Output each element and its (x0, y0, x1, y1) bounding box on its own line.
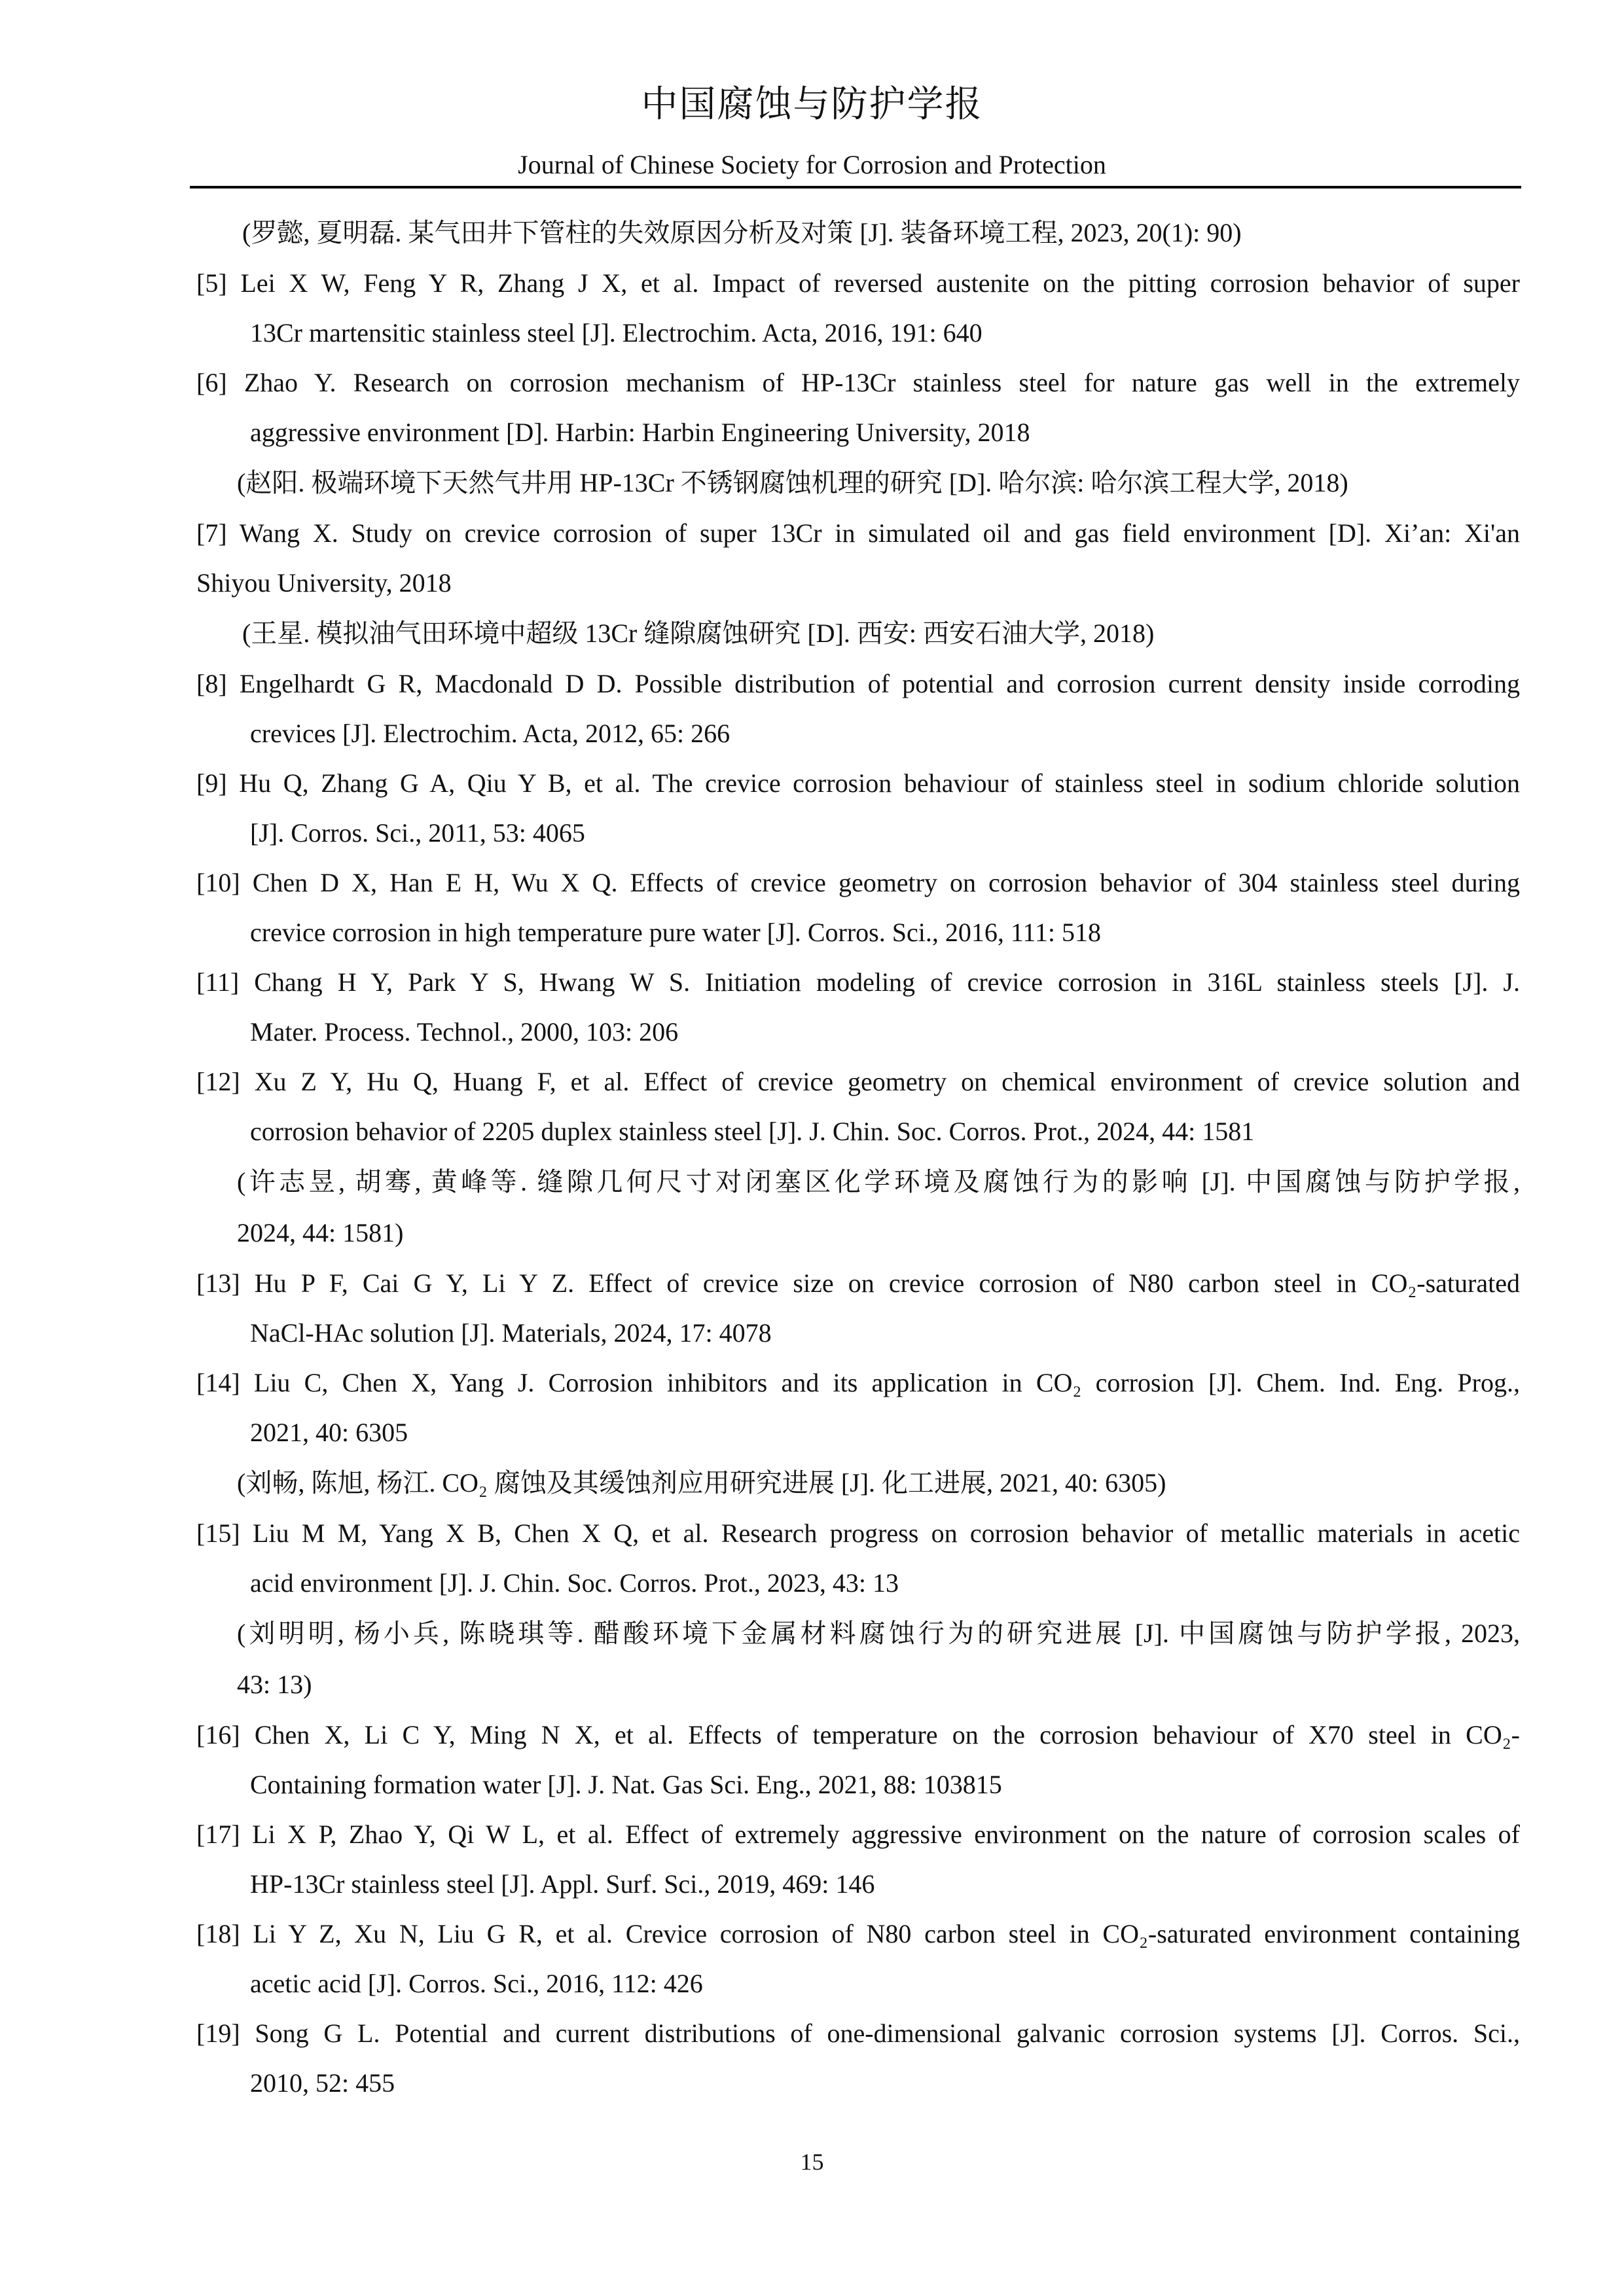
reference-line: 2021, 40: 6305 (250, 1418, 408, 1447)
reference-line: [6] Zhao Y. Research on corrosion mechanism of HP-13Cr stainless steel for nature gas well in the extremely (196, 368, 1520, 397)
reference-line: [9] Hu Q, Zhang G A, Qiu Y B, et al. The crevice corrosion behaviour of stainless steel in sodium chloride solution (196, 768, 1520, 798)
reference-line: crevice corrosion in high temperature pure water [J]. Corros. Sci., 2016, 111: 518 (250, 918, 1101, 947)
reference-line: [12] Xu Z Y, Hu Q, Huang F, et al. Effect of crevice geometry on chemical environment of crevice solution and (196, 1067, 1520, 1096)
reference-line: [5] Lei X W, Feng Y R, Zhang J X, et al. Impact of reversed austenite on the pitting corrosion behavior of super (196, 268, 1520, 298)
reference-line: HP-13Cr stainless steel [J]. Appl. Surf. Sci., 2019, 469: 146 (250, 1869, 875, 1899)
reference-line: [8] Engelhardt G R, Macdonald D D. Possible distribution of potential and corrosion current density inside corroding (196, 669, 1520, 698)
reference-line: acetic acid [J]. Corros. Sci., 2016, 112: 426 (250, 1969, 703, 1998)
reference-line: 13Cr martensitic stainless steel [J]. Electrochim. Acta, 2016, 191: 640 (250, 318, 983, 348)
reference-line: [18] Li Y Z, Xu N, Liu G R, et al. Crevice corrosion of N80 carbon steel in CO₂-saturated environment containing (196, 1919, 1520, 1948)
reference-line: NaCl-HAc solution [J]. Materials, 2024, 17: 4078 (250, 1318, 772, 1348)
reference-line: [14] Liu C, Chen X, Yang J. Corrosion inhibitors and its application in CO₂ corrosion [J]. Chem. Ind. Eng. Prog., (196, 1368, 1520, 1397)
reference-line: corrosion behavior of 2205 duplex stainless steel [J]. J. Chin. Soc. Corros. Prot., 2024, 44: 1581 (250, 1117, 1255, 1146)
reference-line: [J]. Corros. Sci., 2011, 53: 4065 (250, 818, 585, 848)
reference-line: (罗懿, 夏明磊. 某气田井下管柱的失效原因分析及对策 [J]. 装备环境工程, 2023, 20(1): 90) (242, 218, 1242, 247)
reference-line: aggressive environment [D]. Harbin: Harbin Engineering University, 2018 (250, 418, 1030, 447)
reference-line: [17] Li X P, Zhao Y, Qi W L, et al. Effect of extremely aggressive environment on the nature of corrosion scales of (196, 1820, 1520, 1849)
header-rule (190, 186, 1521, 188)
reference-line: [10] Chen D X, Han E H, Wu X Q. Effects of crevice geometry on corrosion behavior of 304 stainless steel during (196, 868, 1520, 897)
reference-line: 2010, 52: 455 (250, 2068, 395, 2098)
reference-line: (王星. 模拟油气田环境中超级 13Cr 缝隙腐蚀研究 [D]. 西安: 西安石油大学, 2018) (242, 619, 1155, 648)
reference-line: (许志昱, 胡骞, 黄峰等. 缝隙几何尺寸对闭塞区化学环境及腐蚀行为的影响 [J]. 中国腐蚀与防护学报, (237, 1167, 1520, 1196)
reference-line: [16] Chen X, Li C Y, Ming N X, et al. Effects of temperature on the corrosion behaviour of X70 steel in CO₂- (196, 1720, 1520, 1749)
journal-title-chinese: 中国腐蚀与防护学报 (641, 84, 983, 125)
reference-line: [11] Chang H Y, Park Y S, Hwang W S. Initiation modeling of crevice corrosion in 316L stainless steels [J]. J. (196, 967, 1520, 997)
reference-line: [15] Liu M M, Yang X B, Chen X Q, et al. Research progress on corrosion behavior of metallic materials in acetic (196, 1518, 1520, 1548)
reference-line: [7] Wang X. Study on crevice corrosion of super 13Cr in simulated oil and gas field environment [D]. Xi’an: Xi'an (196, 518, 1520, 548)
reference-line: 43: 13) (237, 1670, 312, 1699)
reference-line: [13] Hu P F, Cai G Y, Li Y Z. Effect of crevice size on crevice corrosion of N80 carbon steel in CO₂-saturated (196, 1268, 1520, 1298)
reference-line: (刘畅, 陈旭, 杨江. CO₂ 腐蚀及其缓蚀剂应用研究进展 [J]. 化工进展, 2021, 40: 6305) (237, 1468, 1166, 1498)
reference-list (196, 207, 1520, 2108)
reference-line: Containing formation water [J]. J. Nat. Gas Sci. Eng., 2021, 88: 103815 (250, 1770, 1002, 1799)
page-number: 15 (800, 2149, 824, 2175)
reference-line: acid environment [J]. J. Chin. Soc. Corros. Prot., 2023, 43: 13 (250, 1568, 899, 1598)
reference-line: (赵阳. 极端环境下天然气井用 HP-13Cr 不锈钢腐蚀机理的研究 [D]. 哈尔滨: 哈尔滨工程大学, 2018) (237, 468, 1348, 497)
reference-line: Shiyou University, 2018 (196, 568, 452, 598)
reference-line: crevices [J]. Electrochim. Acta, 2012, 65: 266 (250, 719, 731, 748)
reference-line: 2024, 44: 1581) (237, 1218, 404, 1247)
reference-line: (刘明明, 杨小兵, 陈晓琪等. 醋酸环境下金属材料腐蚀行为的研究进展 [J]. 中国腐蚀与防护学报, 2023, (237, 1619, 1520, 1648)
reference-line: [19] Song G L. Potential and current distributions of one-dimensional galvanic corrosion systems [J]. Corros. Sci., (196, 2018, 1520, 2048)
reference-line: Mater. Process. Technol., 2000, 103: 206 (250, 1017, 679, 1047)
journal-title-english: Journal of Chinese Society for Corrosion and Protection (518, 150, 1106, 179)
